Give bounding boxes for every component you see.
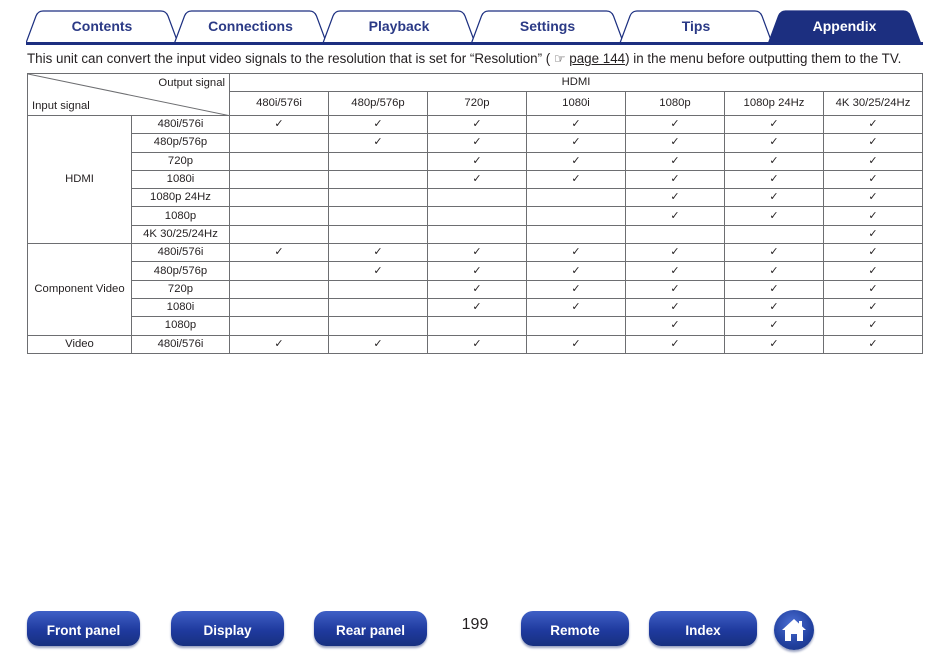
compat-cell (329, 262, 428, 280)
output-column-header: 1080i (527, 92, 626, 116)
input-signal-cell: 480i/576i (132, 335, 230, 353)
remote-button[interactable]: Remote (521, 611, 629, 646)
compat-cell (527, 280, 626, 298)
input-signal-label: Input signal (32, 100, 90, 112)
compat-cell (428, 280, 527, 298)
check-icon: ✓ (769, 301, 779, 314)
check-icon: ✓ (274, 246, 284, 259)
compat-cell (230, 280, 329, 298)
home-button[interactable] (774, 610, 814, 650)
compat-cell (230, 116, 329, 134)
input-signal-cell: 1080p 24Hz (132, 189, 230, 207)
intro-text (27, 49, 927, 69)
compat-cell (527, 225, 626, 243)
input-signal-cell: 1080p (132, 207, 230, 225)
compat-cell (824, 262, 923, 280)
check-icon: ✓ (670, 136, 680, 149)
check-icon: ✓ (373, 118, 383, 131)
check-icon: ✓ (769, 173, 779, 186)
check-icon: ✓ (769, 118, 779, 131)
compat-cell (428, 317, 527, 335)
compat-cell (428, 134, 527, 152)
page-ref-link[interactable]: page 144 (569, 51, 626, 66)
index-button[interactable]: Index (649, 611, 757, 646)
check-icon: ✓ (868, 337, 878, 350)
compat-cell (428, 207, 527, 225)
check-icon: ✓ (769, 246, 779, 259)
check-icon: ✓ (868, 136, 878, 149)
output-column-header: 480p/576p (329, 92, 428, 116)
table-row (28, 280, 923, 298)
check-icon: ✓ (769, 154, 779, 167)
input-group-label: Video (28, 335, 132, 353)
front-panel-button[interactable]: Front panel (27, 611, 140, 646)
output-column-header: 1080p 24Hz (725, 92, 824, 116)
table-row (28, 170, 923, 188)
input-signal-cell: 480p/576p (132, 262, 230, 280)
compat-cell (527, 262, 626, 280)
tab-contents[interactable]: Contents (71, 18, 133, 34)
compat-cell (824, 189, 923, 207)
check-icon: ✓ (373, 136, 383, 149)
compat-cell (230, 152, 329, 170)
compat-cell (626, 262, 725, 280)
tab-rule (26, 42, 923, 45)
compat-cell (329, 116, 428, 134)
table-row (28, 262, 923, 280)
check-icon: ✓ (670, 209, 680, 222)
compat-cell (725, 225, 824, 243)
compat-cell (428, 298, 527, 316)
compat-cell (626, 170, 725, 188)
compat-cell (824, 317, 923, 335)
compat-cell (428, 244, 527, 262)
compat-cell (329, 298, 428, 316)
input-signal-cell: 1080i (132, 170, 230, 188)
compat-cell (329, 134, 428, 152)
output-group-hdmi: HDMI (230, 74, 923, 92)
compat-cell (626, 134, 725, 152)
check-icon: ✓ (670, 173, 680, 186)
check-icon: ✓ (571, 136, 581, 149)
compat-cell (329, 244, 428, 262)
input-group-label: Component Video (28, 244, 132, 335)
input-signal-cell: 480p/576p (132, 134, 230, 152)
compat-cell (230, 335, 329, 353)
compat-cell (626, 207, 725, 225)
compat-cell (725, 298, 824, 316)
compat-cell (824, 298, 923, 316)
check-icon: ✓ (472, 301, 482, 314)
check-icon: ✓ (571, 246, 581, 259)
compat-cell (329, 152, 428, 170)
check-icon: ✓ (670, 282, 680, 295)
check-icon: ✓ (472, 337, 482, 350)
table-row (28, 244, 923, 262)
compat-cell (626, 225, 725, 243)
compat-cell (329, 280, 428, 298)
check-icon: ✓ (670, 118, 680, 131)
check-icon: ✓ (868, 264, 878, 277)
table-row (28, 225, 923, 243)
check-icon: ✓ (472, 264, 482, 277)
check-icon: ✓ (472, 173, 482, 186)
compat-cell (527, 116, 626, 134)
compat-cell (725, 207, 824, 225)
compat-cell (230, 317, 329, 335)
compat-cell (230, 189, 329, 207)
compat-cell (725, 116, 824, 134)
table-row (28, 189, 923, 207)
tab-connections[interactable]: Connections (208, 18, 293, 34)
table-row (28, 317, 923, 335)
check-icon: ✓ (571, 282, 581, 295)
compat-cell (230, 225, 329, 243)
output-column-header: 480i/576i (230, 92, 329, 116)
page-ref-icon: ☞ (553, 51, 566, 66)
input-signal-cell: 1080p (132, 317, 230, 335)
home-icon (780, 616, 808, 644)
check-icon: ✓ (868, 191, 878, 204)
check-icon: ✓ (670, 264, 680, 277)
input-signal-cell: 480i/576i (132, 244, 230, 262)
compat-cell (230, 134, 329, 152)
check-icon: ✓ (769, 191, 779, 204)
check-icon: ✓ (769, 282, 779, 295)
check-icon: ✓ (472, 154, 482, 167)
check-icon: ✓ (373, 337, 383, 350)
check-icon: ✓ (868, 209, 878, 222)
tab-tips[interactable]: Tips (681, 18, 711, 34)
conversion-table (27, 73, 923, 354)
compat-cell (527, 244, 626, 262)
compat-cell (824, 207, 923, 225)
compat-cell (725, 152, 824, 170)
output-signal-label: Output signal (158, 77, 225, 89)
compat-cell (626, 152, 725, 170)
compat-cell (527, 317, 626, 335)
input-group-label: HDMI (28, 116, 132, 244)
compat-cell (428, 225, 527, 243)
compat-cell (230, 207, 329, 225)
check-icon: ✓ (274, 118, 284, 131)
compat-cell (824, 335, 923, 353)
check-icon: ✓ (868, 282, 878, 295)
check-icon: ✓ (571, 337, 581, 350)
compat-cell (527, 134, 626, 152)
check-icon: ✓ (868, 173, 878, 186)
check-icon: ✓ (868, 118, 878, 131)
compat-cell (428, 335, 527, 353)
check-icon: ✓ (670, 337, 680, 350)
compat-cell (329, 170, 428, 188)
compat-cell (725, 317, 824, 335)
rear-panel-button[interactable]: Rear panel (314, 611, 427, 646)
input-signal-cell: 720p (132, 280, 230, 298)
compat-cell (824, 280, 923, 298)
compat-cell (626, 116, 725, 134)
compat-cell (428, 189, 527, 207)
table-body (28, 116, 923, 354)
compat-cell (329, 335, 428, 353)
compat-cell (428, 262, 527, 280)
check-icon: ✓ (571, 173, 581, 186)
compat-cell (626, 244, 725, 262)
compat-cell (626, 335, 725, 353)
check-icon: ✓ (769, 264, 779, 277)
compat-cell (725, 335, 824, 353)
check-icon: ✓ (868, 246, 878, 259)
check-icon: ✓ (769, 209, 779, 222)
table-row (28, 298, 923, 316)
compat-cell (725, 170, 824, 188)
page-number: 199 (461, 616, 489, 633)
check-icon: ✓ (670, 301, 680, 314)
input-signal-cell: 1080i (132, 298, 230, 316)
compat-cell (329, 207, 428, 225)
compat-cell (527, 152, 626, 170)
check-icon: ✓ (472, 246, 482, 259)
input-signal-cell: 480i/576i (132, 116, 230, 134)
output-column-header: 4K 30/25/24Hz (824, 92, 923, 116)
compat-cell (329, 317, 428, 335)
check-icon: ✓ (571, 154, 581, 167)
input-signal-cell: 720p (132, 152, 230, 170)
compat-cell (725, 280, 824, 298)
check-icon: ✓ (670, 319, 680, 332)
compat-cell (824, 244, 923, 262)
input-signal-cell: 4K 30/25/24Hz (132, 225, 230, 243)
tab-playback[interactable]: Playback (368, 18, 430, 34)
tab-appendix[interactable]: Appendix (812, 18, 877, 34)
compat-cell (626, 280, 725, 298)
check-icon: ✓ (670, 191, 680, 204)
check-icon: ✓ (670, 246, 680, 259)
table-row (28, 152, 923, 170)
compat-cell (230, 170, 329, 188)
check-icon: ✓ (670, 154, 680, 167)
compat-cell (626, 298, 725, 316)
compat-cell (428, 116, 527, 134)
compat-cell (329, 189, 428, 207)
check-icon: ✓ (472, 118, 482, 131)
output-column-header: 1080p (626, 92, 725, 116)
compat-cell (725, 244, 824, 262)
intro-after: ) in the menu before outputting them to the TV. (625, 51, 902, 66)
compat-cell (428, 152, 527, 170)
compat-cell (527, 207, 626, 225)
check-icon: ✓ (571, 118, 581, 131)
check-icon: ✓ (373, 264, 383, 277)
check-icon: ✓ (571, 264, 581, 277)
compat-cell (230, 244, 329, 262)
check-icon: ✓ (571, 301, 581, 314)
compat-cell (725, 134, 824, 152)
check-icon: ✓ (472, 282, 482, 295)
table-row (28, 116, 923, 134)
compat-cell (824, 116, 923, 134)
output-column-header: 720p (428, 92, 527, 116)
top-tab-bar (26, 10, 923, 44)
compat-cell (824, 134, 923, 152)
table-row (28, 207, 923, 225)
compat-cell (527, 298, 626, 316)
compat-cell (527, 189, 626, 207)
tab-settings[interactable]: Settings (519, 18, 576, 34)
compat-cell (824, 170, 923, 188)
check-icon: ✓ (868, 227, 878, 240)
table-row (28, 335, 923, 353)
compat-cell (428, 170, 527, 188)
display-button[interactable]: Display (171, 611, 284, 646)
compat-cell (824, 152, 923, 170)
check-icon: ✓ (769, 319, 779, 332)
compat-cell (725, 262, 824, 280)
check-icon: ✓ (769, 337, 779, 350)
intro-before: This unit can convert the input video signals to the resolution that is set for “Resolution” ( (27, 51, 551, 66)
table-row (28, 134, 923, 152)
check-icon: ✓ (472, 136, 482, 149)
compat-cell (725, 189, 824, 207)
compat-cell (329, 225, 428, 243)
check-icon: ✓ (868, 154, 878, 167)
compat-cell (626, 189, 725, 207)
check-icon: ✓ (868, 301, 878, 314)
compat-cell (230, 262, 329, 280)
check-icon: ✓ (373, 246, 383, 259)
corner-header (28, 74, 230, 116)
compat-cell (527, 335, 626, 353)
check-icon: ✓ (769, 136, 779, 149)
check-icon: ✓ (868, 319, 878, 332)
compat-cell (626, 317, 725, 335)
check-icon: ✓ (274, 337, 284, 350)
compat-cell (824, 225, 923, 243)
compat-cell (527, 170, 626, 188)
compat-cell (230, 298, 329, 316)
